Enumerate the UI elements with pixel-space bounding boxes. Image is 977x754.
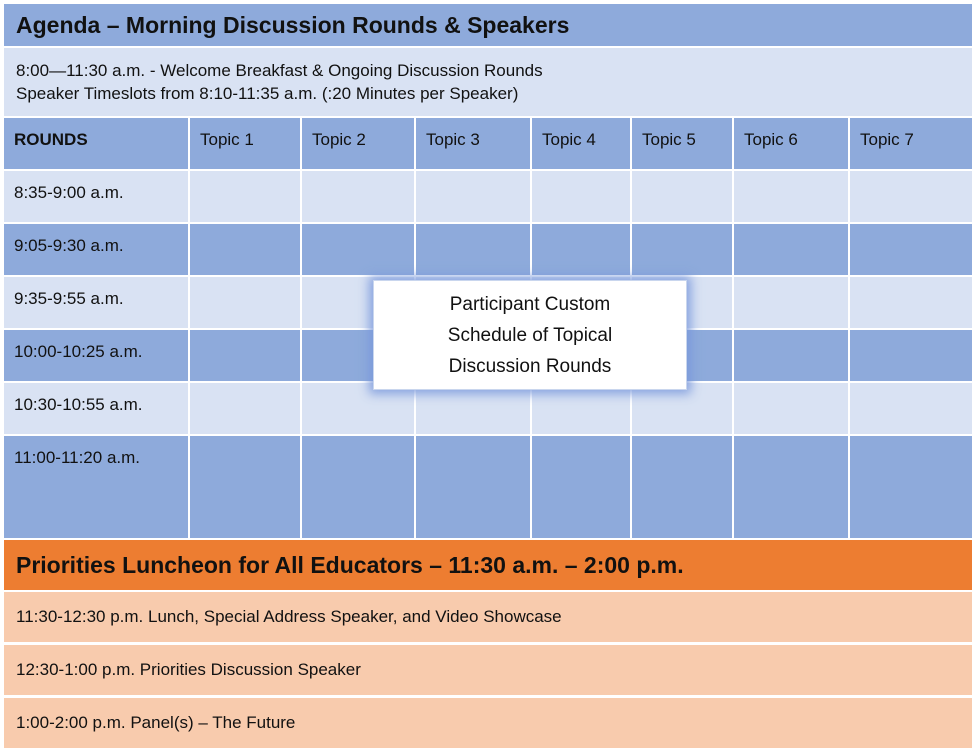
table-header-row	[4, 118, 972, 171]
custom-schedule-callout	[373, 280, 687, 390]
table-row	[4, 436, 972, 540]
callout-line: Schedule of Topical	[447, 324, 613, 346]
table-row	[4, 383, 972, 436]
table-cell	[302, 171, 416, 224]
table-row	[4, 171, 972, 224]
table-cell	[734, 330, 850, 383]
table-cell	[734, 224, 850, 277]
round-time: 9:35-9:55 a.m.	[4, 277, 190, 330]
table-cell	[302, 436, 416, 540]
table-cell	[734, 277, 850, 330]
header-topic-3: Topic 3	[416, 118, 532, 171]
table-cell	[532, 224, 632, 277]
round-time: 10:00-10:25 a.m.	[4, 330, 190, 383]
table-cell	[532, 171, 632, 224]
table-cell	[632, 436, 734, 540]
callout-line: Discussion Rounds	[448, 355, 612, 377]
table-cell	[850, 383, 972, 436]
luncheon-title: Priorities Luncheon for All Educators – 11:30 a.m. – 2:00 p.m.	[4, 540, 972, 592]
header-topic-4: Topic 4	[532, 118, 632, 171]
header-rounds: ROUNDS	[4, 118, 190, 171]
round-time: 8:35-9:00 a.m.	[4, 171, 190, 224]
round-time: 11:00-11:20 a.m.	[4, 436, 190, 540]
table-row	[4, 224, 972, 277]
table-cell	[734, 436, 850, 540]
luncheon-item: 1:00-2:00 p.m. Panel(s) – The Future	[4, 698, 972, 750]
intro-line-breakfast: 8:00—11:30 a.m. - Welcome Breakfast & Ongoing Discussion Rounds	[16, 61, 543, 80]
table-cell	[190, 383, 302, 436]
header-topic-7: Topic 7	[850, 118, 972, 171]
table-cell	[190, 330, 302, 383]
luncheon-item: 12:30-1:00 p.m. Priorities Discussion Speaker	[4, 645, 972, 697]
table-cell	[850, 436, 972, 540]
table-cell	[632, 383, 734, 436]
round-time: 9:05-9:30 a.m.	[4, 224, 190, 277]
round-time: 10:30-10:55 a.m.	[4, 383, 190, 436]
table-cell	[850, 277, 972, 330]
table-cell	[416, 436, 532, 540]
table-cell	[850, 330, 972, 383]
agenda-intro	[4, 48, 972, 118]
table-cell	[302, 383, 416, 436]
table-cell	[190, 436, 302, 540]
table-cell	[416, 383, 532, 436]
header-topic-6: Topic 6	[734, 118, 850, 171]
table-cell	[416, 224, 532, 277]
luncheon-item: 11:30-12:30 p.m. Lunch, Special Address Speaker, and Video Showcase	[4, 592, 972, 644]
table-cell	[532, 436, 632, 540]
table-cell	[850, 171, 972, 224]
table-cell	[632, 224, 734, 277]
header-topic-1: Topic 1	[190, 118, 302, 171]
callout-line: Participant Custom	[449, 293, 611, 315]
table-cell	[850, 224, 972, 277]
table-cell	[190, 171, 302, 224]
table-cell	[734, 171, 850, 224]
table-cell	[632, 171, 734, 224]
table-cell	[302, 224, 416, 277]
intro-line-speakers: Speaker Timeslots from 8:10-11:35 a.m. (:20 Minutes per Speaker)	[16, 84, 519, 103]
header-topic-5: Topic 5	[632, 118, 734, 171]
table-cell	[416, 171, 532, 224]
agenda-title: Agenda – Morning Discussion Rounds & Speakers	[4, 4, 972, 48]
table-cell	[190, 277, 302, 330]
table-cell	[532, 383, 632, 436]
table-cell	[734, 383, 850, 436]
header-topic-2: Topic 2	[302, 118, 416, 171]
table-cell	[190, 224, 302, 277]
